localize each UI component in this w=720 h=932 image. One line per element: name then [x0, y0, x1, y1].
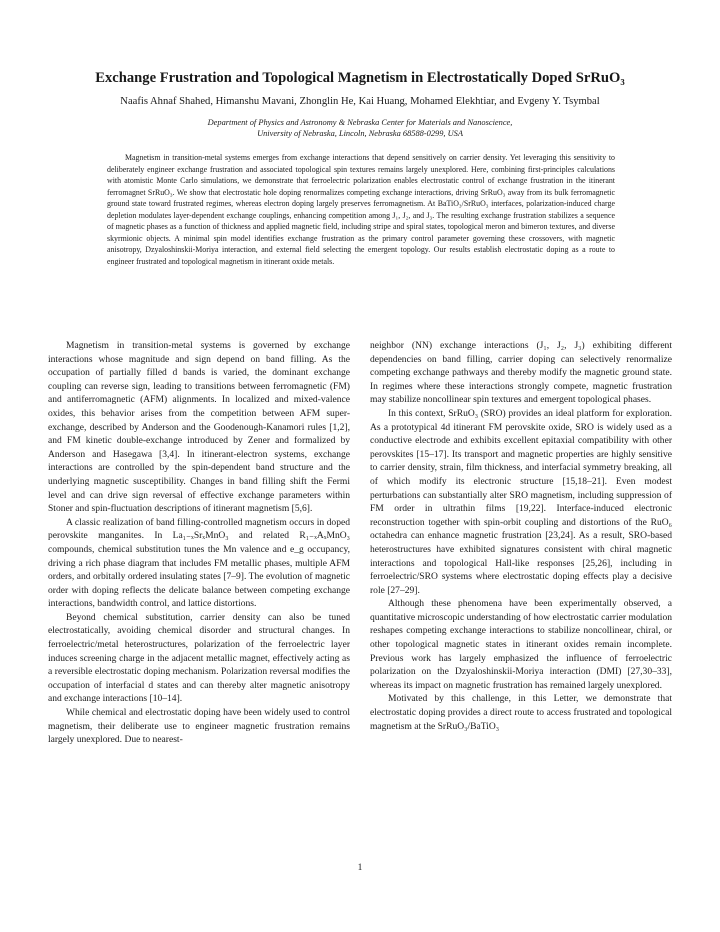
- left-column: [48, 339, 350, 747]
- affiliation-line-2: University of Nebraska, Lincoln, Nebraska 68588-0299, USA: [257, 129, 463, 139]
- page-number: 1: [357, 863, 363, 873]
- paragraph: While chemical and electrostatic doping have been widely used to control magnetism, their deliberate use to engineer magnetic frustration remains largely unexplored. Due to nearest-: [48, 707, 350, 746]
- paragraph: Beyond chemical substitution, carrier density can also be tuned electrostatically, avoiding chemical disorder and structural changes. In ferroelectric/metal heterostructures, polarization of the ferroelectric layer induces screening charge in the adjacent metallic magnet, effectively acting as a reversible electrostatic doping mechanism. Polarization reversal modifies the occupation of interfacial d states and can thereby alter magnetic anisotropy and exchange interactions [10–14].: [48, 611, 350, 705]
- paragraph: Magnetism in transition-metal systems is governed by exchange interactions whose magnitude and sign depend on band filling. As the occupation of partially filled d bands is varied, the dominant exchange coupling can reverse sign, leading to transitions between ferromagnetic (FM) and antiferromagnetic (AFM) alignments. In localized and mixed-valence oxides, this behavior arises from the competition between AFM super-exchange, described by Anderson and the Goodenough-Kanamori rules [1,2], and FM kinetic double-exchange introduced by Zener and formalized by Anderson and Hasegawa [3,4]. In itinerant-electron systems, exchange interactions are controlled by the spin-dependent band structure and the underlying magnetic susceptibility. Changes in band filling shift the Fermi level and can drive sign reversal of effective exchange parameters within Stoner and spin-fluctuation descriptions of itinerant magnetism [5,6].: [48, 340, 350, 515]
- paragraph: In this context, SrRuO₃ (SRO) provides an ideal platform for exploration. As a prototypical 4d itinerant FM perovskite oxide, SRO is widely used as a conductive electrode and exhibits excellent epitaxial compatibility with other perovskites [15–17]. Its transport and magnetic properties are highly sensitive to carrier density, strain, film thickness, and interfacial symmetry breaking, all of which modify its electronic structure [15,18–21]. Even modest perturbations can substantially alter SRO magnetism, including suppression of FM order in ultrathin films [19,22]. Interface-induced electronic reconstruction together with spin-orbit coupling and distortions of the RuO₆ octahedra can enhance magnetic frustration [23,24]. As a result, SRO-based heterostructures have exhibited signatures consistent with chiral magnetic interactions and topological Hall-like responses [25,26], including in ferroelectric/SRO systems where electrostatic doping effects play a decisive role [27–29].: [370, 407, 672, 596]
- paragraph: Although these phenomena have been experimentally observed, a quantitative microscopic understanding of how electrostatic carrier modulation reshapes competing exchange interactions to stabilize noncollinear, chiral, or other topological magnetic states in itinerant oxides remain incomplete. Previous work has largely emphasized the influence of ferroelectric polarization on the Dzyaloshinskii-Moriya interaction (DMI) [27,30–33], whereas its impact on magnetic frustration has remained largely unexplored.: [370, 598, 672, 691]
- paper-title: Exchange Frustration and Topological Magnetism in Electrostatically Doped SrRuO₃: [95, 70, 625, 86]
- affiliation: [120, 117, 600, 140]
- paragraph: A classic realization of band filling-controlled magnetism occurs in doped perovskite manganites. In La₁₋ₓSrₓMnO₃ and related R₁₋ₓAₓMnO₃ compounds, chemical substitution tunes the Mn valence and e_g occupancy, driving a rich phase diagram that includes FM metallic phases, multiple AFM orders, and orbitally ordered insulating states [7–9]. The evolution of magnetic order with doping reflects the delicate balance between competing exchange interactions, bandwidth control, and lattice distortions.: [48, 516, 350, 610]
- abstract: Magnetism in transition-metal systems emerges from exchange interactions that depend sensitively on carrier density. Yet leveraging this sensitivity to deliberately engineer exchange frustration and associated topological spin textures remains largely unexplored. Here, combining first-principles calculations with atomistic Monte Carlo simulations, we demonstrate that ferroelectric polarization enables electrostatic control of exchange frustration in the itinerant ferromagnet SrRuO₃. We show that electrostatic hole doping renormalizes competing exchange interactions, driving SrRuO₃ away from its bulk ferromagnetic ground state toward frustrated regimes, whereas electron doping largely preserves ferromagnetism. At BaTiO₃/SrRuO₃ interfaces, polarization-induced charge depletion modulates layer-dependent exchange couplings, enhancing competition among J₁, J₂, and J₃. The resulting exchange frustration stabilizes a sequence of magnetic phases as a function of thickness and applied magnetic field, including stripe and spiral states, topological meron and bimeron textures, and diverse skyrmionic objects. A minimal spin model identifies exchange frustration as the primary control parameter governing these crossovers, with magnetic anisotropy, Dzyaloshinskii-Moriya interaction, and external field selecting the emergent topology. Our results establish electrostatic doping as a route to engineer frustrated and topological magnetism in itinerant oxide metals.: [107, 153, 615, 266]
- affiliation-line-1: Department of Physics and Astronomy & Nebraska Center for Materials and Nanoscience,: [207, 118, 513, 127]
- paragraph: neighbor (NN) exchange interactions (J₁, J₂, J₃) exhibiting different dependencies on band filling, carrier doping can selectively renormalize competing exchange pathways and thereby modify the magnetic ground state. In regimes where these interactions strongly compete, magnetic frustration may stabilize noncollinear spin textures and emergent topological phases.: [370, 340, 672, 406]
- author-list: Naafis Ahnaf Shahed, Himanshu Mavani, Zhonglin He, Kai Huang, Mohamed Elekhtiar, and Evgeny Y. Tsymbal: [120, 96, 600, 107]
- paragraph: Motivated by this challenge, in this Letter, we demonstrate that electrostatic doping provides a direct route to access frustrated and topological magnetism at the SrRuO₃/BaTiO₃: [370, 693, 672, 732]
- right-column: [370, 339, 672, 733]
